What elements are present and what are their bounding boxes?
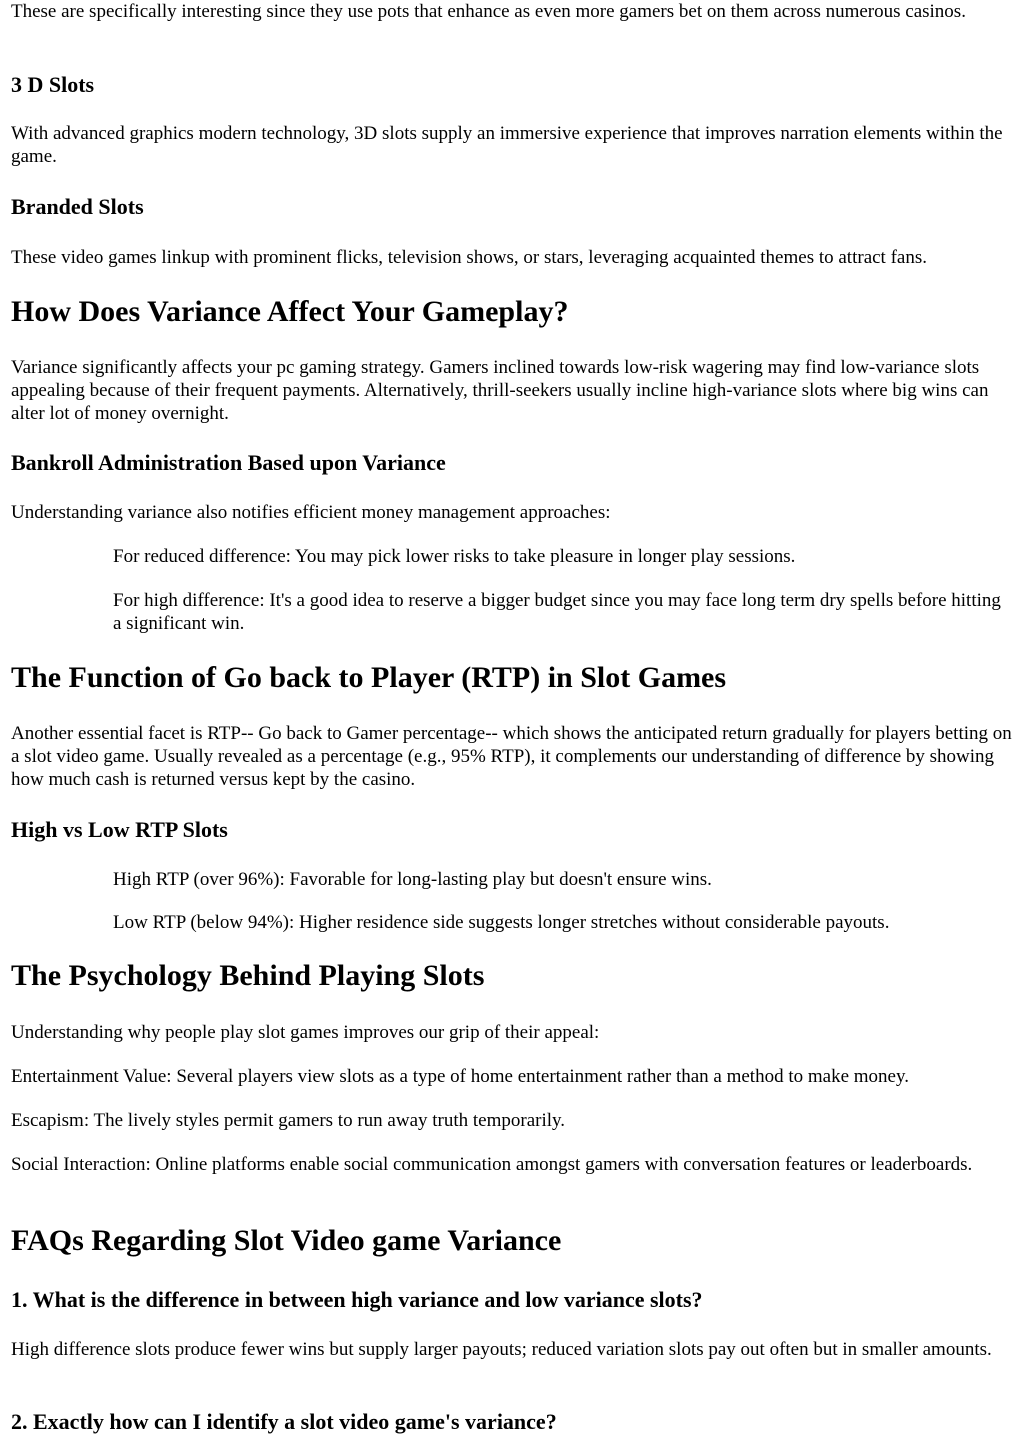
paragraph-rtp: Another essential facet is RTP-- Go back to Gamer percentage-- which shows the anticipated return gradually for players betting on a slot video game. Usually revealed as a percentage (e.g., 95% RTP), it complements our understanding of difference by showing how much cash is returned versus kept by the casino. (11, 723, 1012, 790)
paragraph-psychology: Understanding why people play slot games improves our grip of their appeal: (11, 1022, 600, 1043)
heading-rtp: The Function of Go back to Player (RTP) in Slot Games (11, 661, 727, 694)
heading-psychology: The Psychology Behind Playing Slots (11, 959, 485, 992)
heading-faqs: FAQs Regarding Slot Video game Variance (11, 1224, 562, 1257)
psychology-point-entertainment: Entertainment Value: Several players view slots as a type of home entertainment rather than a method to make money. (11, 1066, 909, 1087)
heading-variance-gameplay: How Does Variance Affect Your Gameplay? (11, 295, 569, 328)
paragraph-bankroll: Understanding variance also notifies efficient money management approaches: (11, 502, 611, 523)
faq-answer-1: High difference slots produce fewer wins but supply larger payouts; reduced variation slots pay out often but in smaller amounts. (11, 1339, 992, 1360)
psychology-point-social: Social Interaction: Online platforms enable social communication amongst gamers with conversation features or leaderboards. (11, 1154, 973, 1175)
paragraph-branded-slots: These video games linkup with prominent flicks, television shows, or stars, leveraging acquainted themes to attract fans. (11, 247, 927, 268)
intro-paragraph: These are specifically interesting since they use pots that enhance as even more gamers bet on them across numerous casinos. (11, 1, 966, 22)
bankroll-item-high: For high difference: It's a good idea to reserve a bigger budget since you may face long term dry spells before hitting a significant win. (113, 590, 1001, 634)
faq-question-2: 2. Exactly how can I identify a slot video game's variance? (11, 1409, 557, 1434)
rtp-item-high: High RTP (over 96%): Favorable for long-lasting play but doesn't ensure wins. (113, 869, 712, 890)
paragraph-variance-gameplay: Variance significantly affects your pc gaming strategy. Gamers inclined towards low-risk wagering may find low-variance slots appealing because of their frequent payments. Alternatively, thrill-seekers usually incline high-variance slots where big wins can alter lot of money overnight. (11, 357, 989, 424)
faq-question-1: 1. What is the difference in between high variance and low variance slots? (11, 1287, 703, 1312)
bankroll-item-low: For reduced difference: You may pick lower risks to take pleasure in longer play sessions. (113, 546, 796, 567)
heading-3d-slots: 3 D Slots (11, 72, 95, 97)
heading-rtp-compare: High vs Low RTP Slots (11, 817, 228, 842)
heading-bankroll: Bankroll Administration Based upon Variance (11, 450, 446, 475)
rtp-item-low: Low RTP (below 94%): Higher residence side suggests longer stretches without considerable payouts. (113, 912, 890, 933)
psychology-point-escapism: Escapism: The lively styles permit gamers to run away truth temporarily. (11, 1110, 566, 1131)
paragraph-3d-slots: With advanced graphics modern technology, 3D slots supply an immersive experience that improves narration elements within the game. (11, 123, 1003, 167)
heading-branded-slots: Branded Slots (11, 194, 144, 219)
